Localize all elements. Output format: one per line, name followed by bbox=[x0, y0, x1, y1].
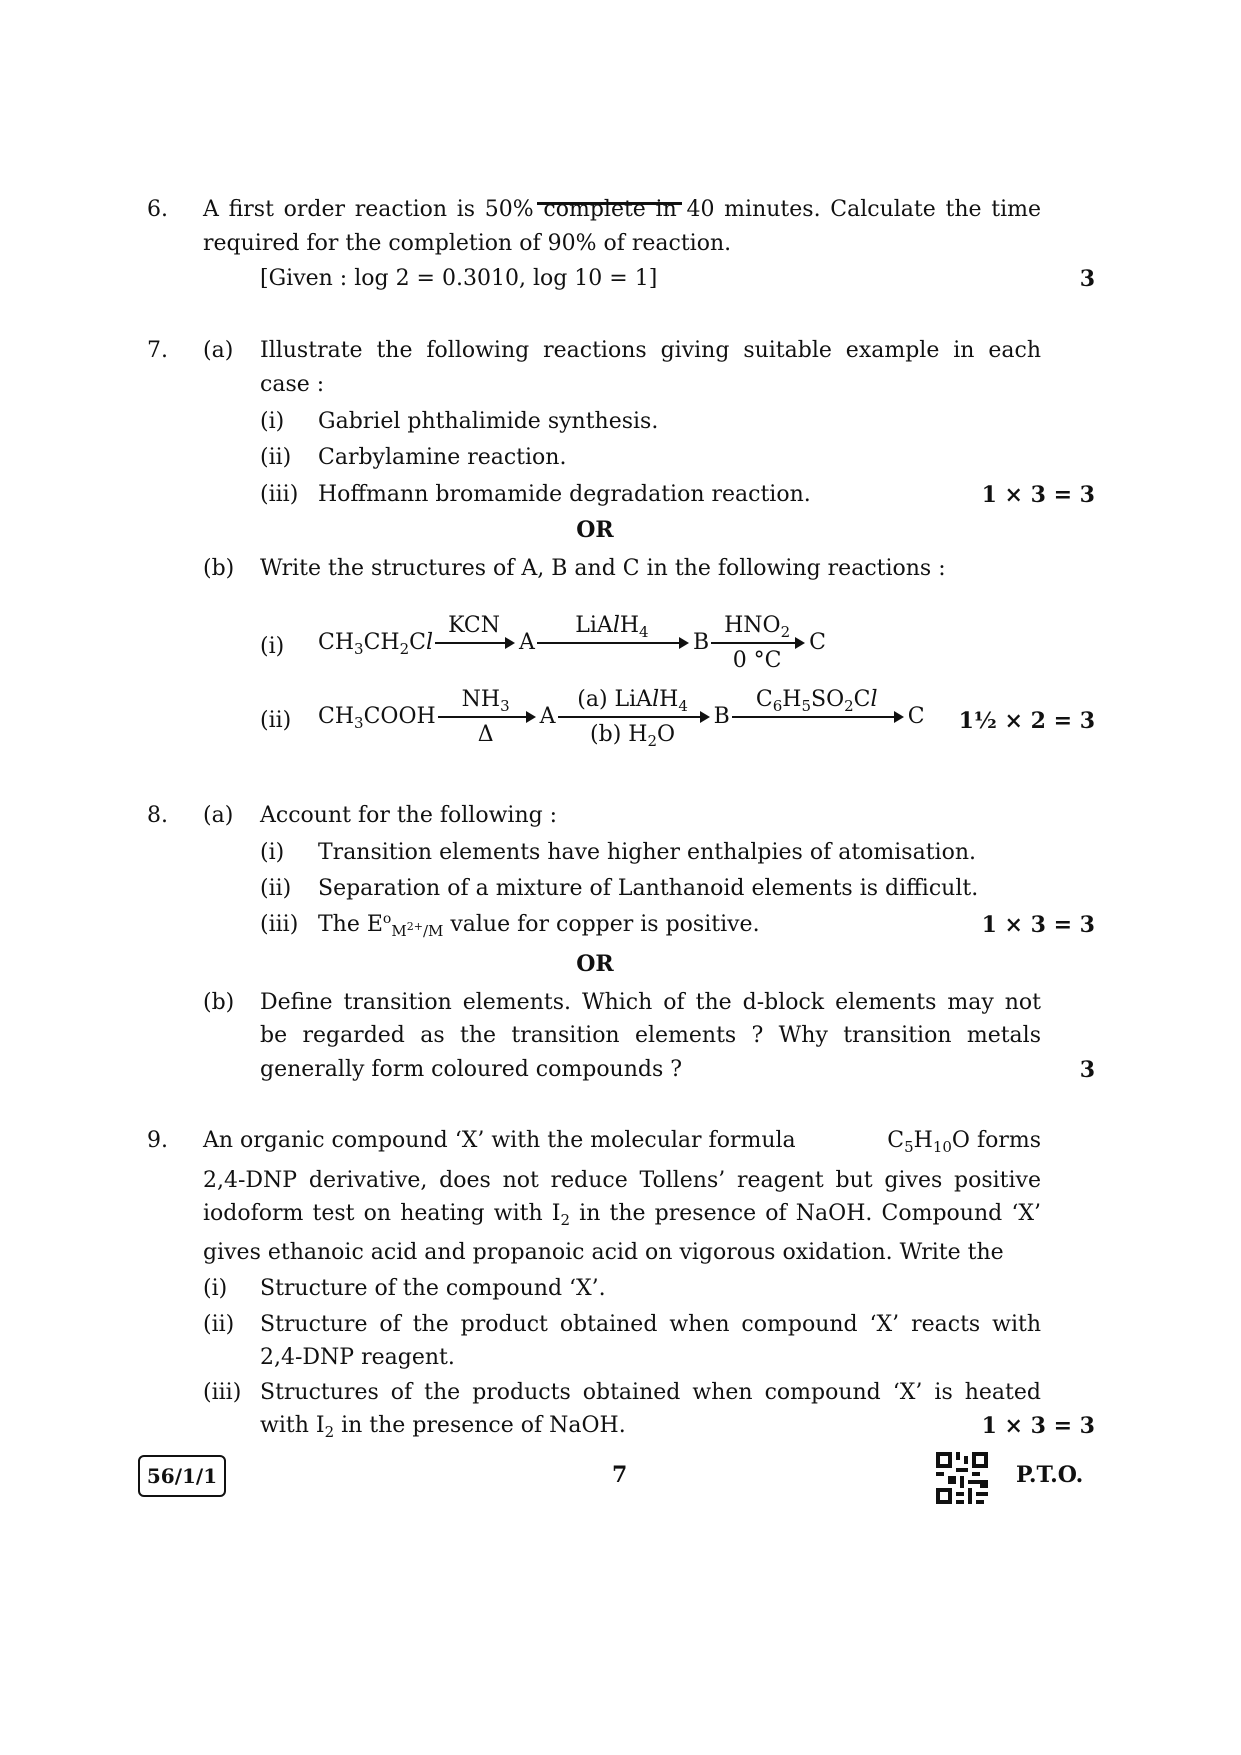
marks: 1 × 3 = 3 bbox=[981, 1413, 1095, 1439]
paper-code: 56/1/1 bbox=[138, 1455, 226, 1497]
item-label: (ii) bbox=[260, 876, 292, 901]
please-turn-over: P.T.O. bbox=[1016, 1462, 1084, 1488]
or-separator: OR bbox=[576, 951, 614, 977]
product-c: C bbox=[907, 704, 925, 729]
product-b: B bbox=[713, 704, 730, 729]
reaction-1 bbox=[318, 612, 826, 673]
question-text: required for the completion of 90% of reaction. bbox=[203, 231, 732, 256]
reaction-arrow: $HNO_2$ 0 °C bbox=[711, 642, 803, 644]
question-text: Illustrate the following reactions giving suitable example in each bbox=[260, 338, 1041, 363]
item-text: Structure of the compound ‘X’. bbox=[260, 1276, 606, 1301]
question-text: generally form coloured compounds ? bbox=[260, 1057, 683, 1082]
question-text: Account for the following : bbox=[260, 803, 558, 828]
marks: 1 × 3 = 3 bbox=[981, 482, 1095, 508]
product-c: C bbox=[809, 630, 826, 655]
question-number: 6. bbox=[147, 197, 168, 222]
product-a: A bbox=[519, 630, 535, 655]
item-label: (iii) bbox=[203, 1380, 242, 1405]
item-label: (iii) bbox=[260, 482, 299, 507]
reaction-arrow: $NH_3$ Δ bbox=[438, 716, 534, 718]
product-b: B bbox=[692, 630, 710, 655]
item-text: Carbylamine reaction. bbox=[318, 445, 567, 470]
marks: 3 bbox=[1079, 266, 1095, 292]
question-number: 9. bbox=[147, 1128, 168, 1153]
part-label: (a) bbox=[203, 803, 234, 828]
item-text: Structures of the products obtained when compound ‘X’ is heated bbox=[260, 1380, 1041, 1405]
question-text: Write the structures of A, B and C in the following reactions : bbox=[260, 556, 946, 581]
question-text: An organic compound ‘X’ with the molecular formula $C_5H_{10}O$ forms bbox=[203, 1128, 1041, 1156]
reaction-label: (ii) bbox=[260, 708, 292, 733]
item-text: with $I_2$ in the presence of NaOH. bbox=[260, 1413, 626, 1441]
question-text: case : bbox=[260, 372, 325, 397]
marks: 1 × 3 = 3 bbox=[981, 912, 1095, 938]
item-text: 2,4-DNP reagent. bbox=[260, 1345, 455, 1370]
reactant: $CH_3CH_2Cl$ bbox=[318, 630, 434, 658]
question-text: gives ethanoic acid and propanoic acid on vigorous oxidation. Write the bbox=[203, 1240, 1004, 1265]
item-text: The $E^o_{M^{2+}/M}$ value for copper is positive. bbox=[318, 911, 760, 940]
item-label: (ii) bbox=[260, 445, 292, 470]
part-label: (a) bbox=[203, 338, 234, 363]
item-text: Separation of a mixture of Lanthanoid elements is difficult. bbox=[318, 876, 979, 901]
item-text: Transition elements have higher enthalpies of atomisation. bbox=[318, 840, 976, 865]
reaction-label: (i) bbox=[260, 634, 285, 659]
marks: 3 bbox=[1079, 1057, 1095, 1083]
question-text: iodoform test on heating with $I_2$ in the presence of NaOH. Compound ‘X’ bbox=[203, 1201, 1041, 1229]
item-label: (i) bbox=[203, 1276, 228, 1301]
item-label: (ii) bbox=[203, 1312, 235, 1337]
part-label: (b) bbox=[203, 556, 235, 581]
reaction-arrow: $C_6H_5SO_2Cl$ bbox=[732, 716, 902, 718]
reaction-2 bbox=[318, 686, 925, 750]
item-label: (i) bbox=[260, 840, 285, 865]
or-separator: OR bbox=[576, 517, 614, 543]
question-text: be regarded as the transition elements ? Why transition metals bbox=[260, 1023, 1041, 1048]
reaction-arrow: (a) LiAlH$_4$ (b) $H_2O$ bbox=[558, 716, 708, 718]
item-text: Hoffmann bromamide degradation reaction. bbox=[318, 482, 811, 507]
page-number: 7 bbox=[612, 1462, 628, 1488]
question-number: 8. bbox=[147, 803, 168, 828]
marks: 1½ × 2 = 3 bbox=[958, 708, 1095, 734]
question-number: 7. bbox=[147, 338, 168, 363]
question-text: 2,4-DNP derivative, does not reduce Tollens’ reagent but gives positive bbox=[203, 1168, 1041, 1193]
part-label: (b) bbox=[203, 990, 235, 1015]
item-label: (i) bbox=[260, 409, 285, 434]
reaction-arrow: KCN bbox=[435, 642, 513, 644]
question-text: Define transition elements. Which of the d-block elements may not bbox=[260, 990, 1041, 1015]
reaction-arrow: LiAlH$_4$ bbox=[537, 642, 687, 644]
item-text: Structure of the product obtained when compound ‘X’ reacts with bbox=[260, 1312, 1041, 1337]
given-data: [Given : log 2 = 0.3010, log 10 = 1] bbox=[260, 266, 658, 291]
item-label: (iii) bbox=[260, 912, 299, 937]
question-text: A first order reaction is 50% complete in 40 minutes. Calculate the time bbox=[203, 197, 1041, 222]
product-a: A bbox=[539, 704, 556, 729]
item-text: Gabriel phthalimide synthesis. bbox=[318, 409, 659, 434]
qr-code-icon bbox=[936, 1452, 988, 1504]
reactant: $CH_3COOH$ bbox=[318, 704, 436, 732]
